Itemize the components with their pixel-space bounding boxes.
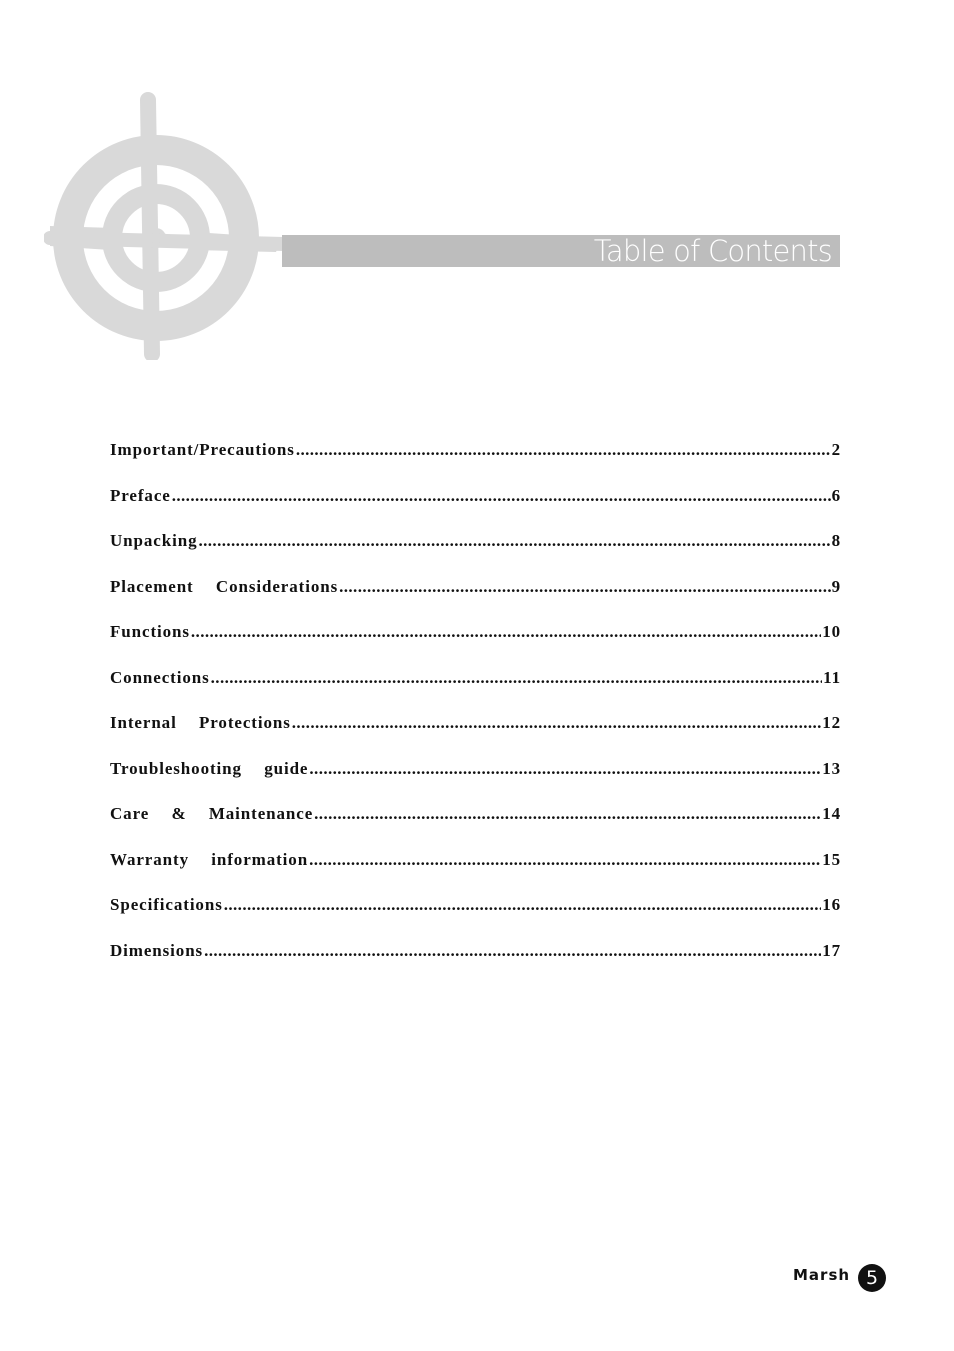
- toc-dot-leader: [314, 804, 821, 824]
- toc-entry-page: 10: [822, 622, 841, 641]
- toc-entry-label: Unpacking: [110, 531, 198, 550]
- toc-dot-leader: [339, 577, 831, 597]
- crosshair-target-icon: [44, 92, 294, 360]
- toc-entry-page: 2: [831, 440, 841, 459]
- toc-dot-leader: [309, 759, 821, 779]
- toc-dot-leader: [191, 622, 821, 642]
- toc-entry-page: 17: [822, 940, 841, 960]
- toc-entry-label: Placement Considerations: [110, 576, 339, 596]
- toc-entry-label: Troubleshooting guide: [110, 758, 309, 778]
- toc-entry[interactable]: [110, 804, 841, 850]
- toc-entry[interactable]: [110, 759, 841, 805]
- toc-dot-leader: [296, 440, 831, 460]
- page-number-badge: 5: [858, 1264, 886, 1292]
- toc-entry-page: 16: [822, 895, 841, 914]
- toc-entry-page: 11: [823, 667, 841, 687]
- toc-entry-page: 6: [831, 485, 841, 505]
- toc-entry[interactable]: [110, 531, 841, 577]
- toc-entry-page: 15: [822, 849, 841, 869]
- toc-entry-page: 13: [822, 758, 841, 778]
- toc-entry-label: Care & Maintenance: [110, 804, 314, 823]
- toc-entry[interactable]: [110, 850, 841, 896]
- toc-dot-leader: [211, 668, 822, 688]
- toc-dot-leader: [198, 531, 830, 551]
- toc-dot-leader: [204, 941, 821, 961]
- toc-entry-label: Dimensions: [110, 940, 204, 960]
- page-title: Table of Contents: [593, 234, 832, 268]
- toc-entry[interactable]: [110, 577, 841, 623]
- toc-entry-label: Connections: [110, 667, 210, 687]
- toc-entry[interactable]: [110, 440, 841, 486]
- toc-entry[interactable]: [110, 895, 841, 941]
- toc-entry-label: Functions: [110, 622, 190, 641]
- toc-entry-label: Specifications: [110, 895, 223, 914]
- toc-entry-page: 14: [822, 804, 841, 823]
- toc-entry-page: 8: [831, 531, 841, 550]
- toc-entry-label: Warranty information: [110, 849, 309, 869]
- toc-entry[interactable]: [110, 668, 841, 714]
- title-bar: [282, 235, 840, 267]
- toc-entry-label: Important/Precautions: [110, 440, 295, 459]
- brand-name: Marsh: [793, 1266, 851, 1284]
- toc-dot-leader: [224, 895, 821, 915]
- toc-dot-leader: [292, 713, 821, 733]
- toc-entry[interactable]: [110, 486, 841, 532]
- toc-entry-label: Internal Protections: [110, 713, 291, 732]
- toc-entry[interactable]: [110, 713, 841, 759]
- table-of-contents: [110, 440, 841, 986]
- toc-dot-leader: [309, 850, 821, 870]
- toc-entry[interactable]: [110, 941, 841, 987]
- toc-dot-leader: [172, 486, 831, 506]
- toc-entry[interactable]: [110, 622, 841, 668]
- toc-entry-label: Preface: [110, 485, 171, 505]
- toc-entry-page: 12: [822, 713, 841, 732]
- toc-entry-page: 9: [831, 576, 841, 596]
